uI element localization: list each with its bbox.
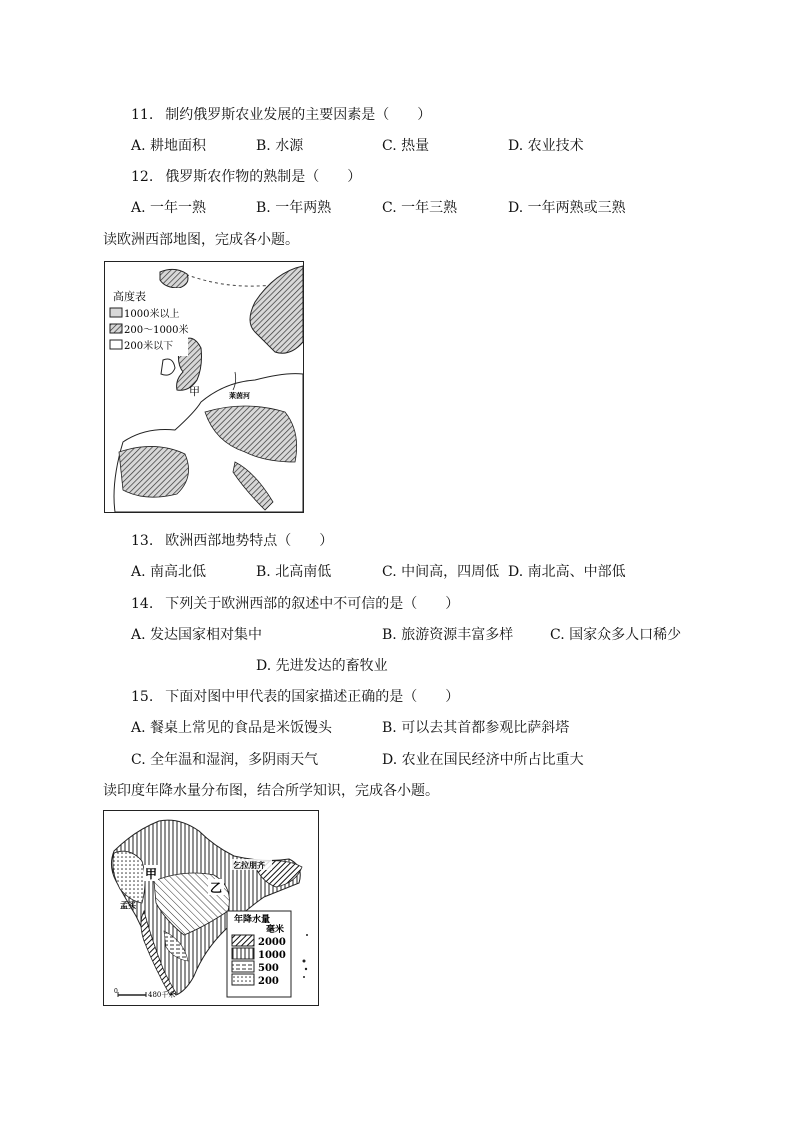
legend-value-500: 500: [258, 963, 279, 974]
legend-swatch-low: [110, 340, 122, 349]
question-13: [131, 530, 333, 550]
question-number: 15.: [131, 689, 154, 705]
option-b[interactable]: B. 水源: [256, 138, 304, 154]
map-label-jia: 甲: [189, 385, 200, 398]
europe-legend-title: 高度表: [113, 290, 146, 303]
scandinavia-shape: [250, 266, 303, 353]
option-d[interactable]: D. 南北高、中部低: [508, 564, 626, 580]
island-dot: [306, 934, 308, 936]
question-text: 俄罗斯农作物的熟制是（ ）: [165, 169, 362, 185]
option-a[interactable]: A. 发达国家相对集中: [131, 627, 263, 643]
option-a[interactable]: A. 南高北低: [131, 564, 207, 580]
option-d[interactable]: D. 农业在国民经济中所占比重大: [382, 752, 584, 768]
question-number: 13.: [131, 533, 154, 549]
map-label-jia: 甲: [145, 867, 158, 881]
option-b[interactable]: B. 北高南低: [256, 564, 332, 580]
question-14: [131, 593, 459, 613]
question-text: 制约俄罗斯农业发展的主要因素是（ ）: [165, 107, 432, 123]
option-c[interactable]: C. 中间高，四周低: [382, 564, 500, 580]
option-b[interactable]: B. 旅游资源丰富多样: [382, 627, 514, 643]
legend-swatch-200: [232, 974, 254, 985]
legend-value-1000: 1000: [258, 950, 286, 961]
legend-value-200: 200: [258, 976, 279, 987]
legend-swatch-high: [110, 308, 122, 317]
legend-title: 年降水量: [234, 915, 271, 925]
legend-unit: 毫米: [266, 925, 285, 935]
question-15: [131, 686, 459, 706]
legend-label-low: 200米以下: [124, 341, 174, 352]
india-precipitation-map: [103, 810, 319, 1006]
legend-swatch-2000: [232, 935, 254, 946]
option-d[interactable]: D. 农业技术: [508, 138, 584, 154]
scale-zero: 0: [114, 988, 118, 995]
india-map-figure: [104, 811, 318, 1005]
desert-region-shape: [113, 851, 145, 903]
ireland-shape: [161, 359, 175, 375]
reading-instruction: 读印度年降水量分布图，结合所学知识，完成各小题。: [103, 783, 439, 799]
reading-instruction: 读欧洲西部地图，完成各小题。: [103, 232, 299, 248]
map-label-rhine: 莱茵河: [229, 391, 250, 400]
question-text: 欧洲西部地势特点（ ）: [165, 533, 334, 549]
option-b[interactable]: B. 一年两熟: [256, 200, 332, 216]
option-c[interactable]: C. 一年三熟: [382, 200, 458, 216]
legend-swatch-1000: [232, 948, 254, 959]
question-12: [131, 166, 361, 186]
option-d[interactable]: D. 一年两熟或三熟: [508, 200, 626, 216]
iceland-shape: [160, 269, 188, 288]
legend-label-mid: 200～1000米: [124, 325, 189, 336]
map-label-cherrapunji: 乞拉朋齐: [233, 860, 265, 870]
question-number: 14.: [131, 596, 154, 612]
island-dot: [303, 960, 306, 963]
map-label-mumbai: 孟买: [120, 900, 136, 910]
option-c[interactable]: C. 国家众多人口稀少: [550, 627, 682, 643]
question-text: 下面对图中甲代表的国家描述正确的是（ ）: [165, 689, 460, 705]
scale-label: 480千米: [148, 991, 176, 999]
question-number: 11.: [131, 107, 154, 123]
western-europe-map: [104, 261, 304, 513]
island-dot: [303, 976, 305, 978]
legend-swatch-mid: [110, 324, 122, 333]
option-b[interactable]: B. 可以去其首都参观比萨斜塔: [382, 720, 570, 736]
legend-value-2000: 2000: [258, 937, 286, 948]
map-label-yi: 乙: [210, 881, 223, 895]
option-a[interactable]: A. 耕地面积: [131, 138, 207, 154]
question-number: 12.: [131, 169, 154, 185]
option-c[interactable]: C. 热量: [382, 138, 430, 154]
europe-map-figure: [105, 262, 303, 512]
legend-label-high: 1000米以上: [124, 309, 180, 320]
iberia-highlands-shape: [119, 446, 189, 497]
option-a[interactable]: A. 餐桌上常见的食品是米饭馒头: [131, 720, 333, 736]
question-text: 下列关于欧洲西部的叙述中不可信的是（ ）: [165, 596, 460, 612]
option-a[interactable]: A. 一年一熟: [131, 200, 207, 216]
question-11: [131, 104, 431, 124]
island-dot: [305, 968, 307, 970]
legend-swatch-500: [232, 961, 254, 972]
option-c[interactable]: C. 全年温和湿润，多阴雨天气: [131, 752, 319, 768]
option-d[interactable]: D. 先进发达的畜牧业: [256, 658, 388, 674]
